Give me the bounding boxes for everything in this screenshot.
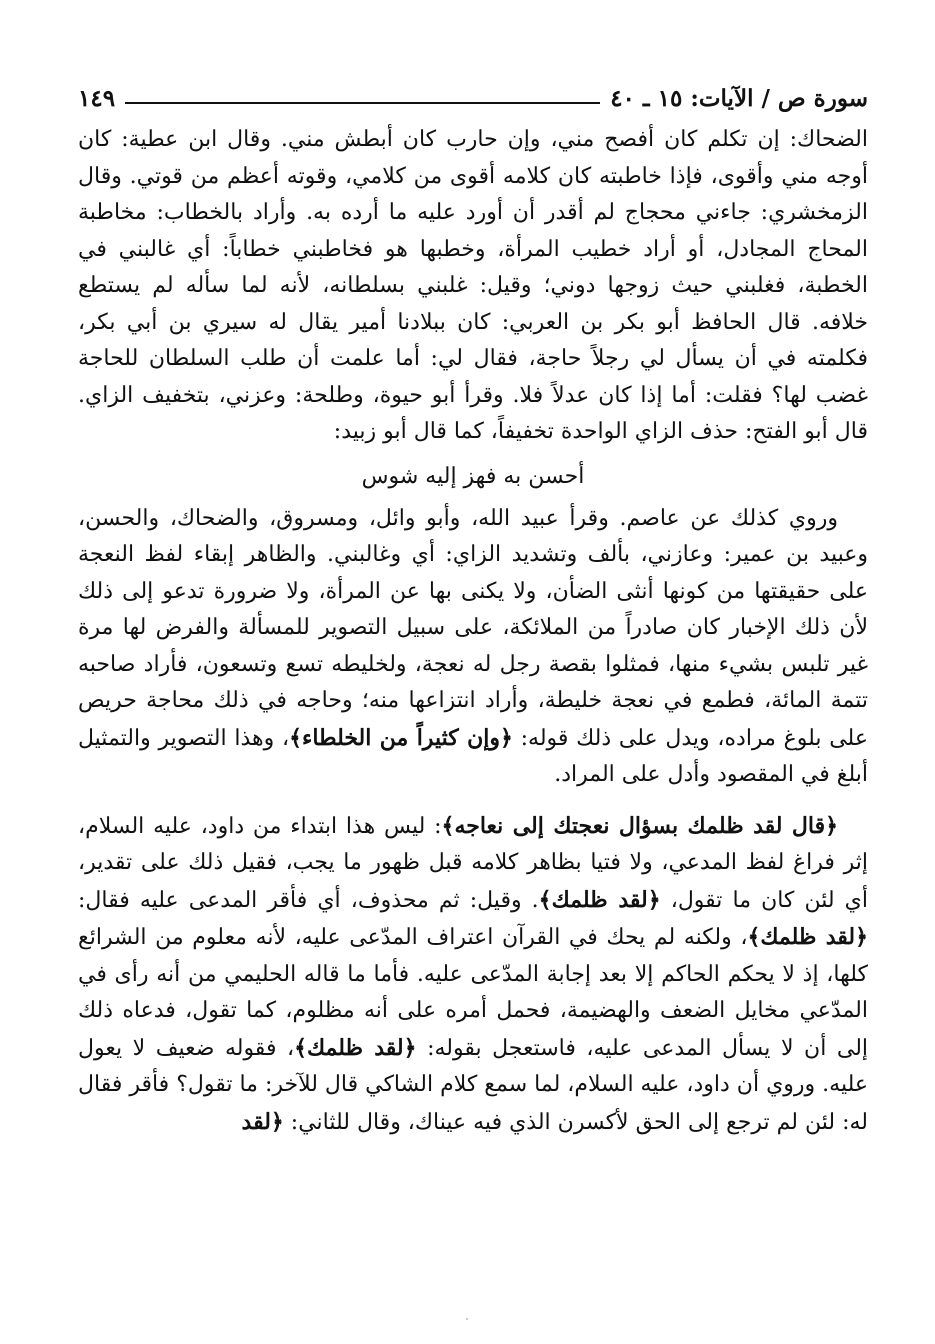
paragraph-2 xyxy=(78,501,868,794)
paragraph-3-text-1: : ليس هذا ابتداء من داود، عليه السلام، إثر فراغ لفظ المدعي، ولا فتيا بظاهر كلامه قبل ظهور ما يجب، فقيل ذلك على تقدير، أي لئن كان ما تقول، xyxy=(78,813,868,913)
running-header xyxy=(78,70,868,110)
paragraph-3-text-2: . وقيل: ثم محذوف، أي فأقر المدعى عليه فقال: xyxy=(78,887,539,913)
quran-quote-4: ﴿لقد ظلمك﴾ xyxy=(294,1034,417,1061)
paragraph-3-text-4: ، فقوله ضعيف لا يعول عليه. وروي أن داود، عليه السلام، لما سمع كلام الشاكي قال للآخر: ما تقول؟ فأقر فقال له: لئن لم ترجع إلى الحق لأكسرن الذي فيه عيناك، وقال للثاني: xyxy=(78,1035,868,1135)
paragraph-2-text-before: وروي كذلك عن عاصم. وقرأ عبيد الله، وأبو وائل، ومسروق، والضحاك، والحسن، وعبيد بن عمير: وعازني، بألف وتشديد الزاي: أي وغالبني. والظاهر إبقاء لفظ النعجة على حقيقتها من كونها أنثى الضأن، ولا يكنى بها عن المرأة، ولا ضرورة تدعو إلى ذلك لأن ذلك الإخبار كان صادراً من الملائكة، على سبيل التصوير للمسألة والفرض لها مرة غير تلبس بشيء منها، فمثلوا بقصة رجل له نعجة، ولخليطه تسع وتسعون، فأراد صاحبه تتمة المائة، فطمع في نعجة خليطة، وأراد انتزاعها منه؛ وحاجه في ذلك محاجة حريص على بلوغ مراده، ويدل على ذلك قوله: xyxy=(78,505,869,751)
document-page xyxy=(78,70,868,1141)
quran-quote: ﴿وإن كثيراً من الخلطاء﴾ xyxy=(289,724,513,751)
quran-quote-5: ﴿لقد xyxy=(241,1108,284,1135)
quran-quote-1: ﴿قال لقد ظلمك بسؤال نعجتك إلى نعاجه﴾ xyxy=(441,812,838,839)
paragraph-1: الضحاك: إن تكلم كان أفصح مني، وإن حارب كان أبطش مني. وقال ابن عطية: كان أوجه مني وأقوى، فإذا خاطبته كان كلامه أقوى من كلامي، وقوته أعظم من قوتي. وقال الزمخشري: جاءني محجاج لم أقدر أن أورد عليه ما أرده به. وأراد بالخطاب: مخاطبة المحاج المجادل، أو أراد خطيب المرأة، وخطبها هو فخاطبني خطاباً: أي غالبني في الخطبة، فغلبني حيث زوجها دوني؛ وقيل: غلبني بسلطانه، لأنه لما سأله لم يستطع خلافه. قال الحافظ أبو بكر بن العربي: كان ببلادنا أمير يقال له سيري بن أبي بكر، فكلمته في أن يسأل لي رجلاً حاجة، فقال لي: أما علمت أن طلب السلطان للحاجة غضب لها؟ فقلت: أما إذا كان عدلاً فلا. وقرأ أبو حيوة، وطلحة: وعزني، بتخفيف الزاي. قال أبو الفتح: حذف الزاي الواحدة تخفيفاً، كما قال أبو زبيد: xyxy=(78,127,868,444)
scan-speck xyxy=(466,1318,468,1320)
paragraph-3 xyxy=(78,808,868,1142)
poetry-verse: أحسن به فهز إليه شوس xyxy=(361,463,585,489)
paragraph-3-text-3: ، ولكنه لم يحك في القرآن اعتراف المدّعى عليه، لأنه معلوم من الشرائع كلها، إذ لا يحكم الحاكم إلا بعد إجابة المدّعى عليه. فأما ما قاله الحليمي من أنه رأى في المدّعي مخايل الضعف والهضيمة، فحمل أمره على أنه مظلوم، كما تقول، فدعاه ذلك إلى أن لا يسأل المدعى عليه، فاستعجل بقوله: xyxy=(78,925,869,1061)
quran-quote-2: ﴿لقد ظلمك﴾ xyxy=(538,886,661,913)
header-title: سورة ص / الآيات: ١٥ ـ ٤٠ xyxy=(610,85,868,112)
paragraph-2-text-after: ، وهذا التصوير والتمثيل أبلغ في المقصود وأدل على المراد. xyxy=(78,725,868,787)
header-rule xyxy=(125,102,600,104)
quran-quote-3: ﴿لقد ظلمك﴾ xyxy=(747,924,869,950)
page-number: ١٤٩ xyxy=(78,85,116,112)
